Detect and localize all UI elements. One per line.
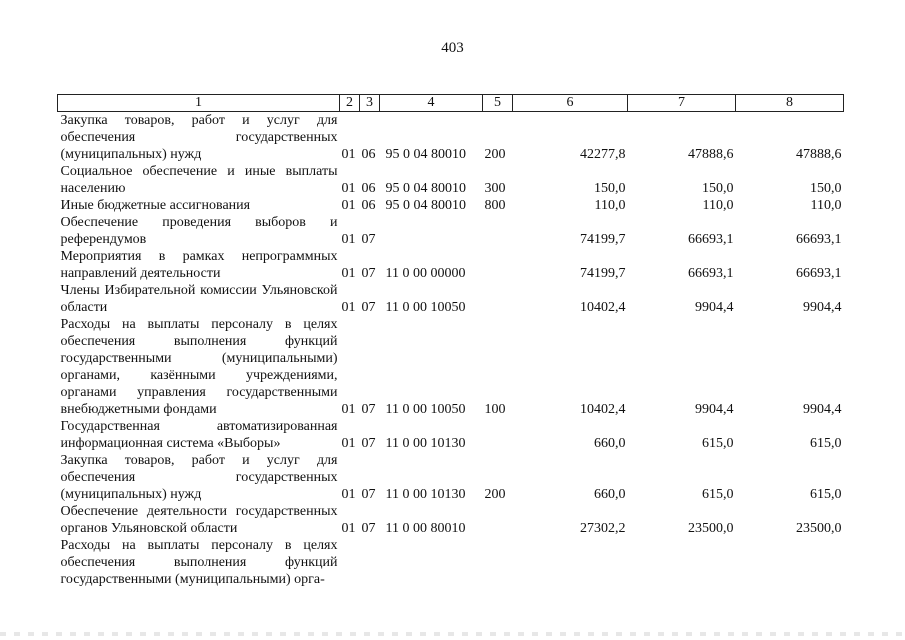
row-amount-7: 47888,6	[688, 147, 734, 162]
page-number: 403	[441, 40, 464, 56]
col-header-8: 8	[736, 95, 844, 112]
row-expense-type: 200	[484, 487, 506, 502]
col-header-2: 2	[340, 95, 360, 112]
table-header-row	[58, 95, 844, 112]
row-subsection: 07	[361, 266, 376, 281]
col-header-6: 6	[513, 95, 628, 112]
row-amount-6: 110,0	[594, 198, 626, 213]
row-target-code	[380, 214, 483, 248]
table-row	[58, 452, 844, 503]
row-amount-8: 110,0	[810, 198, 842, 213]
row-expense-type: 200	[484, 147, 506, 162]
row-expense-type	[483, 248, 513, 282]
row-amount-7	[628, 537, 736, 588]
row-amount-6: 10402,4	[580, 300, 626, 315]
row-amount-8: 9904,4	[803, 300, 842, 315]
table-row	[58, 282, 844, 316]
row-name: Иные бюджетные ассигнования	[60, 198, 251, 213]
row-name: Обеспечение проведения выборов и референдумов	[60, 215, 338, 247]
row-section: 01	[341, 198, 356, 213]
row-subsection: 06	[361, 147, 376, 162]
row-expense-type	[483, 214, 513, 248]
row-name: Расходы на выплаты персоналу в целях обеспечения выполнения функций государственными (муниципальными) органами, казёнными учреждениями, органами управления государственными внебюджетными фондами	[60, 317, 338, 417]
row-section: 01	[341, 266, 356, 281]
row-expense-type: 800	[484, 198, 506, 213]
row-expense-type: 100	[484, 402, 506, 417]
row-amount-8: 66693,1	[796, 232, 842, 247]
row-subsection: 07	[361, 402, 376, 417]
row-section: 01	[341, 487, 356, 502]
budget-table	[57, 94, 844, 588]
row-amount-6: 74199,7	[580, 266, 626, 281]
row-name: Государственная автоматизированная информационная система «Выборы»	[60, 419, 338, 451]
row-section: 01	[341, 436, 356, 451]
row-section: 01	[341, 232, 356, 247]
row-target-code: 11 0 00 10050	[385, 300, 466, 315]
row-amount-8: 23500,0	[796, 521, 842, 536]
row-section: 01	[341, 521, 356, 536]
row-amount-8: 47888,6	[796, 147, 842, 162]
row-target-code: 11 0 00 00000	[385, 266, 466, 281]
row-target-code: 95 0 04 80010	[385, 198, 466, 213]
row-target-code: 11 0 00 80010	[385, 521, 466, 536]
row-expense-type	[483, 418, 513, 452]
row-expense-type	[483, 537, 513, 588]
row-amount-8: 66693,1	[796, 266, 842, 281]
row-target-code: 11 0 00 10050	[385, 402, 466, 417]
row-section: 01	[341, 181, 356, 196]
row-amount-6: 10402,4	[580, 402, 626, 417]
row-name: Социальное обеспечение и иные выплаты населению	[60, 164, 338, 196]
row-amount-7: 110,0	[702, 198, 734, 213]
col-header-5: 5	[483, 95, 513, 112]
col-header-1: 1	[58, 95, 340, 112]
row-target-code: 95 0 04 80010	[385, 147, 466, 162]
row-name: Члены Избирательной комиссии Ульяновской области	[60, 283, 338, 315]
row-expense-type	[483, 503, 513, 537]
table-row	[58, 316, 844, 418]
row-name: Закупка товаров, работ и услуг для обеспечения государственных (муниципальных) нужд	[60, 113, 338, 162]
row-subsection	[360, 537, 380, 588]
row-amount-8: 615,0	[810, 436, 842, 451]
row-section	[340, 537, 360, 588]
table-row	[58, 537, 844, 588]
row-amount-8	[736, 537, 844, 588]
row-amount-6: 660,0	[594, 436, 626, 451]
row-amount-7: 615,0	[702, 436, 734, 451]
row-amount-6: 27302,2	[580, 521, 626, 536]
row-section: 01	[341, 402, 356, 417]
row-subsection: 07	[361, 232, 376, 247]
row-expense-type	[483, 282, 513, 316]
table-row	[58, 418, 844, 452]
row-name: Обеспечение деятельности государственных органов Ульяновской области	[60, 504, 338, 536]
row-amount-7: 615,0	[702, 487, 734, 502]
row-amount-6: 660,0	[594, 487, 626, 502]
row-amount-6: 74199,7	[580, 232, 626, 247]
table-row	[58, 248, 844, 282]
row-amount-8: 615,0	[810, 487, 842, 502]
row-target-code: 11 0 00 10130	[385, 487, 466, 502]
col-header-3: 3	[360, 95, 380, 112]
row-target-code: 95 0 04 80010	[385, 181, 466, 196]
row-amount-7: 23500,0	[688, 521, 734, 536]
row-section: 01	[341, 300, 356, 315]
row-subsection: 07	[361, 487, 376, 502]
col-header-7: 7	[628, 95, 736, 112]
row-name: Мероприятия в рамках непрограммных направлений деятельности	[60, 249, 338, 281]
row-amount-8: 9904,4	[803, 402, 842, 417]
row-amount-7: 9904,4	[695, 300, 734, 315]
row-subsection: 07	[361, 436, 376, 451]
row-target-code	[380, 537, 483, 588]
row-expense-type: 300	[484, 181, 506, 196]
row-name: Расходы на выплаты персоналу в целях обеспечения выполнения функций государственными (муниципальными) орга-	[60, 538, 338, 587]
row-section: 01	[341, 147, 356, 162]
row-target-code: 11 0 00 10130	[385, 436, 466, 451]
row-subsection: 07	[361, 300, 376, 315]
row-amount-6: 150,0	[594, 181, 626, 196]
row-amount-6	[513, 537, 628, 588]
table-row	[58, 163, 844, 197]
row-amount-7: 66693,1	[688, 232, 734, 247]
row-amount-7: 9904,4	[695, 402, 734, 417]
row-name: Закупка товаров, работ и услуг для обеспечения государственных (муниципальных) нужд	[60, 453, 338, 502]
table-row	[58, 112, 844, 164]
row-amount-8: 150,0	[810, 181, 842, 196]
table-row	[58, 197, 844, 214]
row-amount-6: 42277,8	[580, 147, 626, 162]
row-amount-7: 66693,1	[688, 266, 734, 281]
row-subsection: 06	[361, 181, 376, 196]
row-amount-7: 150,0	[702, 181, 734, 196]
row-subsection: 06	[361, 198, 376, 213]
scan-artifact-strip	[0, 632, 905, 636]
table-row	[58, 214, 844, 248]
col-header-4: 4	[380, 95, 483, 112]
table-row	[58, 503, 844, 537]
row-subsection: 07	[361, 521, 376, 536]
